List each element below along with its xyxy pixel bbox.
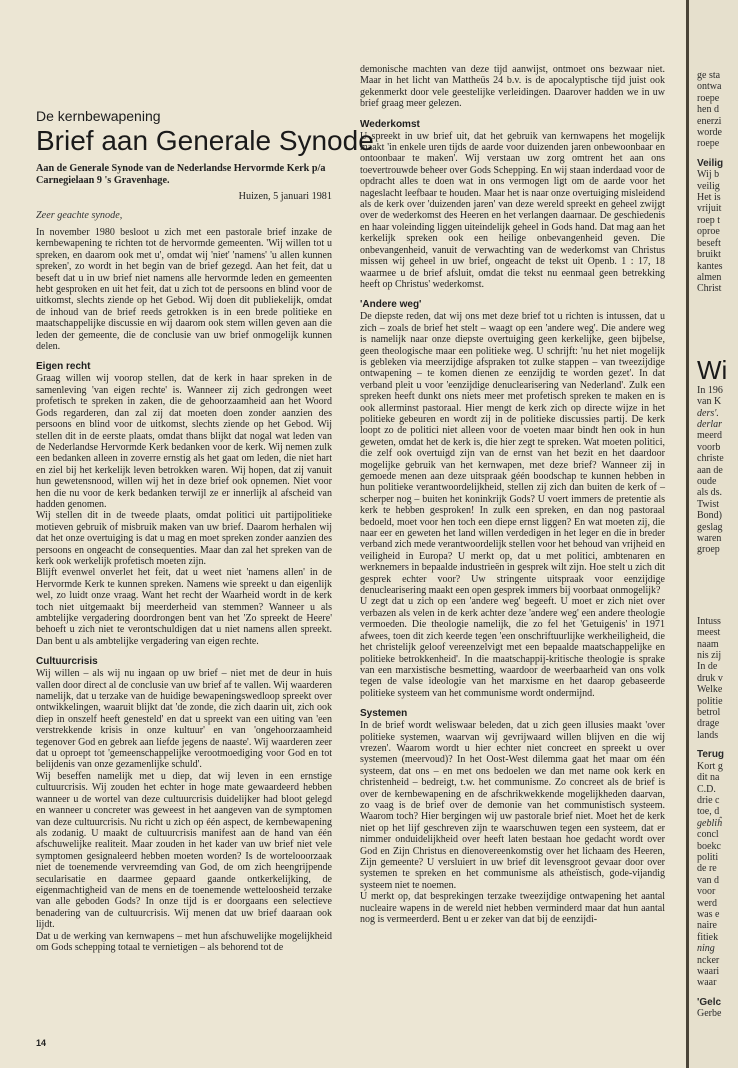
section-heading-systemen: Systemen — [360, 708, 408, 720]
right-column — [360, 64, 665, 925]
fragment-line: In 196 — [697, 384, 723, 396]
fragment-line: In de — [697, 661, 718, 673]
fragment-line: meest — [697, 627, 721, 639]
intro-paragraph: In november 1980 besloot u zich met een pastorale brief inzake de kernbewapening te richten tot de hervormde gemeenten. 'Wij willen tot u spreken, en daarom ook met u', omdat wij 'niet' 'namens' 'u allen kunnen spreken', zo wordt in het begin van de brief gezegd. Aan het feit, dat u beseft dat u in uw brief niet namens alle hervormde leden en gemeenten hebt gesproken en uit het feit, dat u zich tot de persoons en blind voor de uitkomst, slechts ziende op het Gebod. Wij doen dit publiekelijk, omdat de inhoud van de brief reeds getrokken is in een brede politieke en maatschappelijke discussie en wij daarom ook stem willen geven aan die leden der gemeente, die de conclusie van uw brief onmogelijk kunnen delen. — [36, 227, 332, 353]
fragment-line: ders'. — [697, 407, 719, 419]
fragment-block-e — [697, 761, 738, 989]
page-number: 14 — [36, 1038, 47, 1048]
fragment-line: derlar — [697, 418, 722, 430]
fragment-line: ontwa — [697, 81, 722, 93]
fragment-line: toe, d — [697, 806, 720, 818]
paragraph: In de brief wordt weliswaar beleden, dat u zich geen illusies maakt 'over politieke systemen, waarvan wij gevrijwaard willen blijven en die wij vrezen'. Waarom wordt u hier echter niet concreet en spreekt u over systemen (meervoud)? In het Oost-West dilemma gaat het maar om één systeem, dat ons – en met ons bedoelen we dan met name ook kerk en christenheid – bedreigt, t.w. het communisme. Zo concreet als de brief is over de kernbewapening en de afschrikwekkende mogelijkheden daarvan, zo vaag is de brief over de demonie van het communistisch systeem. Waarom toch? Hier bergingen wij uw pastorale brief niet. Moet het de kerk niet op het lijf geschreven zijn te waarschuwen tegen een systeem, dat er nimmer onduidelijkheid over heeft laten bestaan hoe gedacht wordt over God en Zijn Christus en dienovereenkomstig over het lichaam des Heeren, Zijn gemeente? U versluiert in uw brief dit levensgroot gevaar door over systemen te spreken en het communisme als atheïstisch, gode-vijandig systeem niet te noemen. — [360, 720, 665, 891]
fragment-line: concl — [697, 829, 719, 841]
fragment-line: waari — [697, 966, 720, 977]
fragment-block-b — [697, 169, 738, 294]
fragment-line: druk v — [697, 672, 723, 684]
fragment-line: van K — [697, 396, 722, 408]
fragment-line: roepe — [697, 138, 720, 150]
fragment-line: nis zij — [697, 650, 722, 662]
fragment-line: Twist — [697, 498, 720, 510]
fragment-line: C.D. — [697, 783, 716, 795]
paragraph: U merkt op, dat besprekingen terzake tweezijdige ontwapening het aantal nucleaire wapens in de wereld niet hebben verminderd maar dat hun aantal nog is vermeerderd. Bent u er zeker van dat bij de eenzijdi- — [360, 891, 665, 926]
fragment-block-a — [697, 70, 738, 150]
paragraph: Blijft evenwel onverlet het feit, dat u weet niet 'namens allen' in de Hervormde Kerk te kunnen spreken. Namens wie spreekt u dan eigenlijk wel, zo luidt onze vraag. Want het recht der Waarheid wordt in de kerk toch niet uitgemaakt bij meerderheid van stemmen? Wanneer u als ambtelijke vergadering doordrongen bent van het 'Zo spreekt de Heere' behoeft u zich niet te verontschuldigen dat u niet namens allen spreekt. Dan bent u als ambtelijke vergadering van eigen rechte. — [36, 567, 332, 647]
fragment-line: ning — [697, 943, 715, 955]
fragment-line: naam — [697, 638, 719, 650]
fragment-line: Intuss — [697, 615, 721, 627]
paragraph: Wij beseffen namelijk met u diep, dat wij leven in een ernstige cultuurcrisis. Wij zouden het echter in hoge mate gewaardeerd hebben wanneer u de wortel van deze cultuurcrisis duidelijker had bloot gelegd en wanneer u concreter was geweest in het aangeven van de symptomen van deze cultuurcrisis. Nu richt u zich op één aspect, de kernbewapening als zodanig. U maakt de cultuurcrisis manifest aan de hand van één afschuwelijke realiteit. Maar zouden in het kader van uw brief niet vele symptomen gesignaleerd hebben moeten worden? Is de wortelooorzaak niet de toenemende vervreemding van God, de om zich heengrijpende secularisatie en daarmee gepaard gaande ontkerkelijking, de eigenmachtigheid van de mens en de toenemende wetteloosheid terzake van alle geboden Gods? In onze tijd is er doorgaans een selectieve benadering van de cultuurcrisis. Wij menen dat uw brief daaraan ook lijdt. — [36, 770, 332, 931]
paragraph: Dat u de werking van kernwapens – met hun afschuwelijke mogelijkheid om Gods schepping totaal te vernietigen – als behorend tot de — [36, 930, 332, 953]
fragment-line: werd — [697, 897, 717, 909]
fragment-line: geslag — [697, 521, 723, 533]
fragment-line: roepe — [697, 92, 720, 104]
fragment-line: fitiek — [697, 931, 719, 943]
next-page-edge — [689, 0, 738, 1068]
fragment-line: groep — [697, 544, 720, 556]
fragment-line: gebliĥ — [697, 817, 722, 829]
paragraph: De diepste reden, dat wij ons met deze brief tot u richten is intussen, dat u zich – zoals de brief het stelt – waagt op een 'andere weg'. Die andere weg is namelijk naar onze diepste overtuiging geen kerkelijke, geen bijbelse, geen theologische maar een politieke weg. U schrijft: 'nu het niet mogelijk is gebleken via meerzijdige afspraken tot zulke stappen – van tweezijdige ontwapening – te komen dienen ze eenzijdig te worden gezet'. In dat verband pleit u voor 'eenzijdige denuclearisering van Nederland'. Zulk een spreken heeft dunkt ons niets meer met profetisch spreken te maken en is ook allerminst pastoraal. Hier mengt de kerk zich op directe wijze in het politieke gebeuren en wordt zij in de politieke discussies partij. De kerk loopt zo de politici niet alleen voor de voeten maar bindt hen ook in hun geweten, omdat het de kerk is, die hier zegt te spreken. Wat moeten politici, die zelf ook overtuigd zijn van de ernst van het bezit en het daardoor mogelijke gebruik van het kernwapen, met deze brief? Wanneer zij in gemoede menen aan deze uitspraak géén boodschap te kunnen hebben in hun politieke verantwoordelijkheid, stellen zij zich dan buiten de kerk of – scherper nog – buiten het koninkrijk Gods? U voert immers de pretentie als kerk te hebben gesproken! In zulk een spreken, en dan nog pastoraal bedoeld, moet voor hen toch een diepe ernst liggen? En wat moeten zij, die naar eer en geweten het land willen verdedigen in het leger en die in breder verband zich mede verantwoordelijk stellen voor het behoud van vrijheid en veiligheid in Europa? U merkt op, dat u met politici, ambtenaren en werknemers in bepaalde industrieën in gesprek wilt zijn. Hoe stelt u zich dit gesprek echter voor? Uw stringente uitspraak voor eenzijdige denuclearisering maakt een open gesprek immers bij voorbaat onmogelijk? — [360, 311, 665, 597]
paragraph: Wij willen – als wij nu ingaan op uw brief – niet met de deur in huis vallen door direct al de conclusie van uw brief af te vallen. Wij waarderen namelijk, dat u terzake van de huidige bewapeningswedloop spreekt over ontwikkelingen, waaruit blijkt dat 'de zonde, die zich daarin uit, zich ook diep in onszelf heeft genesteld' en dat u spreekt van een uiting van 'een verstrekkende krisis in onze kultuur' en van 'ongehoorzaamheid tegenover God en gebrek aan liefde jegens de naaste'. Wij waarderen zeer dat u oproept tot 'gemeenschappelijke verootmoediging voor God en tot belijdenis van onze gezamenlijke schuld'. — [36, 668, 332, 771]
fragment-line: roep t — [697, 214, 721, 226]
paragraph: U spreekt in uw brief uit, dat het gebruik van kernwapens het mogelijk maakt 'in enkele uren tijds de aarde voor duizenden jaren onbewoonbaar en ontoonbaar te maken'. Wij verstaan uw zorg omtrent het aan ons toevertrouwde beheer over Gods Schepping. En wij staan inderdaad voor de opdracht alles te doen wat in ons vermogen ligt om de aarde voor het nageslacht leefbaar te houden. Maar het is naar onze overtuiging misleidend als de kerk over 'duizenden jaren' van deze wereld spreekt en geheel zwijgt over de wederkomst des Heeren en het verlangen daarnaar. De geschiedenis en haar voleinding liggen uiteindelijk geheel in Gods hand. Dat mag aan het kerkelijk spreken ook een heilige onbevangenheid geven. Die onbevangenheid, vanuit de verwachting van de wederkomst van Christus missen wij geheel in uw brief, ongeacht de tekst uit Openb. 1 : 17, 18 waarmee u de brief afsluit, omdat die tekst nu eenmaal geen betrekking heeft op Christus' wederkomst. — [360, 130, 665, 290]
fragment-line: was e — [697, 908, 720, 920]
fragment-line: voorb — [697, 441, 721, 453]
fragment-line: worde — [697, 127, 722, 139]
fragment-line: naire — [697, 920, 717, 932]
fragment-line: Wij b — [697, 169, 720, 181]
fragment-line: ncker — [697, 954, 720, 966]
paragraph: Wij stellen dit in de tweede plaats, omdat politici uit partijpolitieke motieven gebruik of misbruik maken van uw brief. Daarom herhalen wij dat het onze overtuiging is dat u mag en moet spreken zonder aanzien des persoons en ongeacht de consequenties. Maar dan zal het spreken van de kerk ook werkelijk profetisch moeten zijn. — [36, 510, 332, 567]
fragment-line: als ds. — [697, 487, 722, 499]
article-title: Brief aan Generale Synode — [36, 125, 374, 156]
fragment-line: dit na — [697, 772, 720, 784]
fragment-line: almen — [697, 271, 722, 283]
salutation: Zeer geachte synode, — [36, 210, 123, 221]
fragment-line: beseft — [697, 237, 721, 249]
section-heading-wederkomst: Wederkomst — [360, 118, 420, 130]
fragment-line: aan de — [697, 464, 723, 476]
fragment-block-d — [697, 616, 738, 741]
fragment-line: veilig — [697, 180, 720, 192]
fragment-line: Gerbe — [697, 1008, 722, 1020]
fragment-line: drie c — [697, 794, 720, 806]
fragment-line: waar — [697, 977, 717, 989]
fragment-big-title: Wi — [697, 354, 728, 385]
fragment-line: politie — [697, 695, 723, 707]
fragment-line: meerd — [697, 430, 722, 442]
fragment-line: kantes — [697, 260, 723, 272]
section-heading-eigen-recht: Eigen recht — [36, 361, 91, 373]
fragment-line: politi — [697, 851, 719, 863]
fragment-line: de re — [697, 863, 717, 875]
fragment-line: betrol — [697, 707, 721, 719]
fragment-line: hen d — [697, 104, 719, 116]
next-page-column — [697, 70, 738, 1020]
fragment-line: van d — [697, 874, 719, 886]
fragment-line: drage — [697, 718, 720, 730]
section-heading-cultuurcrisis: Cultuurcrisis — [36, 656, 98, 668]
paragraph: demonische machten van deze tijd aanwijst, ontmoet ons bezwaar niet. Maar in het licht van Mattheüs 24 b.v. is de apocalyptische tijd juist ook gekenmerkt door vele geestelijke verleidingen. Daarover hadden we in uw brief graag meer gelezen. — [360, 64, 665, 110]
fragment-line: Welke — [697, 684, 723, 696]
fragment-line: Het is — [697, 192, 721, 204]
section-heading-andere-weg: 'Andere weg' — [360, 299, 422, 311]
recipient-address: Aan de Generale Synode van de Nederlandse Hervormde Kerk p/a Carnegielaan 9 's Gravenhage. — [36, 163, 326, 186]
fragment-line: waren — [697, 533, 722, 544]
left-column — [36, 108, 374, 953]
dateline: Huizen, 5 januari 1981 — [238, 191, 332, 202]
fragment-line: Kort g — [697, 760, 723, 772]
paragraph: Graag willen wij voorop stellen, dat de kerk in haar spreken in de samenleving 'van eigen rechte' is. Wanneer zij zich gedrongen weet profetisch te spreken in zaken, die de gehoorzaamheid aan het Woord Gods regarderen, dan zal zij dat moeten doen zonder aanzien des persoons en blind voor de uitkomst, slechts ziende op het Gebod. Wij stellen dit in de eerste plaats, omdat thans blijkt dat nogal wat leden van de Nederlandse Hervormde Kerk bedanken voor de kerk. Wij nemen zulk een bedanken alleen in zoverre ernstig als het gaat om leden, die niet hart en ziel bij het kerkelijk leven betrokken waren. Wij hopen, dat zij vanuit hun gewetensnood, willen wij het in deze brief ook opnemen. Niet voor hen die nu voor de kerk bedanken terwijl ze er innerlijk al afscheid van hadden genomen. — [36, 373, 332, 510]
fragment-line: Bond) — [697, 510, 722, 522]
fragment-line: christe — [697, 453, 724, 465]
fragment-line: oproe — [697, 226, 720, 238]
fragment-line: oude — [697, 475, 717, 487]
fragment-line: vrijuit — [697, 203, 722, 215]
fragment-line: bruikt — [697, 249, 721, 261]
fragment-line: Christ — [697, 283, 722, 295]
fragment-line: lands — [697, 729, 719, 741]
fragment-block-c — [697, 385, 738, 556]
fragment-line: enerzi — [697, 115, 722, 127]
fragment-heading: Veilig — [697, 157, 724, 169]
article-kicker: De kernbewapening — [36, 108, 161, 124]
paragraph: U zegt dat u zich op een 'andere weg' begeeft. U moet er zich niet over verbazen als velen in de kerk achter deze 'andere weg' een andere theologie vermoeden. Die theologie namelijk, die zo fel het 'Getuigenis' in 1971 afwees, toen dit zich keerde tegen 'een onschriftuurlijke werkheiligheid, die het christelijk geloof vereenzelvigt met een bepaalde maatschappelijke en politieke betrokkenheid'. In die maatschappij-kritische theologie is sprake van een marxistische besmetting, waardoor de weerbaarheid van ons volk tegen de valse ideologie van het marxisme en het daarop gebaseerde politieke systeem van het communisme wordt ondermijnd. — [360, 596, 665, 699]
fragment-line: ge sta — [697, 70, 721, 81]
fragment-heading: Terug — [697, 749, 725, 761]
fragment-line: voor — [697, 886, 716, 898]
fragment-line: boekc — [697, 840, 721, 852]
fragment-heading: 'Gelc — [697, 996, 722, 1008]
